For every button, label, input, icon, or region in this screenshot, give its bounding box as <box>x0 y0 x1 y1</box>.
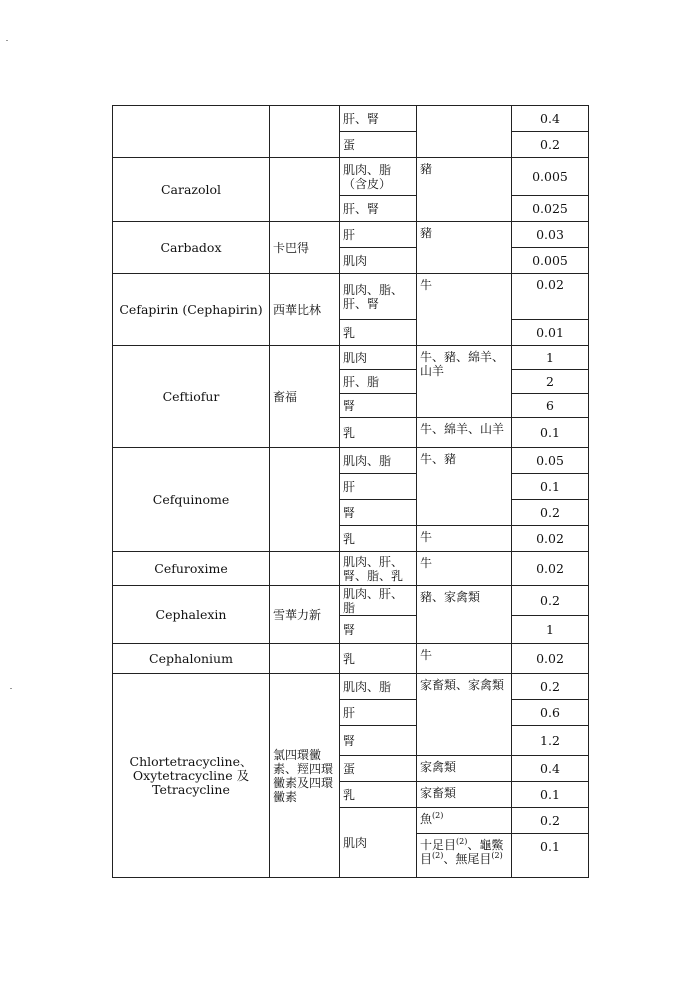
drug-name: Cefapirin (Cephapirin) <box>113 274 270 346</box>
mrl-cell: 1.2 <box>512 726 589 756</box>
mrl-cell: 1 <box>512 346 589 370</box>
tissue-cell: 肌肉、肝、腎、脂、乳 <box>340 552 417 586</box>
mrl-cell: 0.005 <box>512 158 589 196</box>
tissue-cell: 肌肉、脂（含皮） <box>340 158 417 196</box>
mrl-cell: 0.2 <box>512 674 589 700</box>
species-decapoda: 十足目 <box>420 838 457 852</box>
mrl-cell: 0.4 <box>512 756 589 782</box>
mrl-cell: 0.2 <box>512 132 589 158</box>
tissue-cell: 肝、腎 <box>340 106 417 132</box>
mrl-cell: 0.4 <box>512 106 589 132</box>
chinese-name: 西華比林 <box>270 274 340 346</box>
tissue-cell: 乳 <box>340 644 417 674</box>
tissue-cell: 蛋 <box>340 132 417 158</box>
chinese-name: 畜福 <box>270 346 340 448</box>
chinese-name: 卡巴得 <box>270 222 340 274</box>
scan-speck <box>10 688 12 689</box>
footnote-mark: (2) <box>432 851 444 860</box>
tissue-cell: 肝、腎 <box>340 196 417 222</box>
mrl-cell: 0.02 <box>512 526 589 552</box>
species-cell: 家禽類 <box>417 756 512 782</box>
species-cell: 豬 <box>417 222 512 274</box>
chinese-name-cell <box>270 106 340 158</box>
table-row <box>113 158 589 196</box>
tissue-cell: 肌肉 <box>340 346 417 370</box>
species-fish: 魚 <box>420 812 433 826</box>
drug-name: Ceftiofur <box>113 346 270 448</box>
species-cell: 豬 <box>417 158 512 222</box>
chinese-name-cell <box>270 552 340 586</box>
mrl-cell: 0.1 <box>512 474 589 500</box>
species-cell: 牛、豬 <box>417 448 512 526</box>
drug-name: Cefquinome <box>113 448 270 552</box>
mrl-cell: 0.02 <box>512 552 589 586</box>
drug-name-line: Chlortetracycline、 <box>129 753 253 769</box>
mrl-cell: 0.1 <box>512 418 589 448</box>
chinese-name: 氯四環黴素、羥四環黴素及四環黴素 <box>270 674 340 878</box>
table-row <box>113 274 589 320</box>
tissue-cell: 肌肉、脂 <box>340 448 417 474</box>
drug-name-line: Oxytetracycline 及 <box>132 767 250 783</box>
drug-name: Carazolol <box>113 158 270 222</box>
mrl-cell: 0.2 <box>512 586 589 616</box>
tissue-cell: 肌肉、脂、肝、腎 <box>340 274 417 320</box>
mrl-table <box>112 105 589 878</box>
mrl-cell: 0.01 <box>512 320 589 346</box>
mrl-cell: 6 <box>512 394 589 418</box>
mrl-cell: 0.05 <box>512 448 589 474</box>
drug-name: Cephalonium <box>113 644 270 674</box>
mrl-cell: 0.6 <box>512 700 589 726</box>
chinese-name-cell <box>270 644 340 674</box>
tissue-cell: 肝、脂 <box>340 370 417 394</box>
mrl-cell: 1 <box>512 616 589 644</box>
mrl-cell: 0.03 <box>512 222 589 248</box>
table-row <box>113 674 589 700</box>
chinese-name-cell <box>270 448 340 552</box>
species-testudines: 、龜鱉目 <box>420 838 504 866</box>
tissue-cell: 肌肉、脂 <box>340 674 417 700</box>
footnote-mark: (2) <box>432 811 444 820</box>
species-cell: 家畜類、家禽類 <box>417 674 512 756</box>
table-row <box>113 586 589 616</box>
tissue-cell: 腎 <box>340 394 417 418</box>
species-cell: 牛 <box>417 552 512 586</box>
tissue-cell: 乳 <box>340 782 417 808</box>
mrl-cell: 0.025 <box>512 196 589 222</box>
mrl-cell: 0.1 <box>512 782 589 808</box>
species-cell: 牛 <box>417 644 512 674</box>
tissue-cell: 肝 <box>340 700 417 726</box>
species-cell <box>417 834 512 878</box>
species-cell: 家畜類 <box>417 782 512 808</box>
table-row <box>113 644 589 674</box>
tissue-cell: 腎 <box>340 726 417 756</box>
table-row <box>113 448 589 474</box>
drug-name-line: Tetracycline <box>152 781 230 797</box>
tissue-cell: 乳 <box>340 526 417 552</box>
mrl-cell: 0.1 <box>512 834 589 878</box>
tissue-cell: 肌肉 <box>340 808 417 878</box>
tissue-cell: 肝 <box>340 474 417 500</box>
drug-name <box>113 674 270 878</box>
tissue-cell: 肌肉、肝、脂 <box>340 586 417 616</box>
table-row <box>113 552 589 586</box>
table-row <box>113 222 589 248</box>
mrl-cell: 2 <box>512 370 589 394</box>
chinese-name-cell <box>270 158 340 222</box>
footnote-mark: (2) <box>456 837 468 846</box>
footnote-mark: (2) <box>491 851 503 860</box>
tissue-cell: 肝 <box>340 222 417 248</box>
drug-name: Carbadox <box>113 222 270 274</box>
species-cell <box>417 106 512 158</box>
tissue-cell: 腎 <box>340 616 417 644</box>
chinese-name: 雪華力新 <box>270 586 340 644</box>
tissue-cell: 蛋 <box>340 756 417 782</box>
drug-cell <box>113 106 270 158</box>
mrl-cell: 0.02 <box>512 274 589 320</box>
species-cell: 牛 <box>417 526 512 552</box>
table-row <box>113 106 589 132</box>
species-cell: 牛、綿羊、山羊 <box>417 418 512 448</box>
tissue-cell: 腎 <box>340 500 417 526</box>
table-row <box>113 346 589 370</box>
scan-speck <box>6 40 8 41</box>
drug-name: Cefuroxime <box>113 552 270 586</box>
species-cell <box>417 808 512 834</box>
mrl-cell: 0.02 <box>512 644 589 674</box>
tissue-cell: 乳 <box>340 320 417 346</box>
species-cell: 牛 <box>417 274 512 346</box>
species-cell: 牛、豬、綿羊、山羊 <box>417 346 512 418</box>
species-anura: 、無尾目 <box>443 852 492 866</box>
mrl-cell: 0.2 <box>512 500 589 526</box>
mrl-cell: 0.2 <box>512 808 589 834</box>
tissue-cell: 乳 <box>340 418 417 448</box>
species-cell: 豬、家禽類 <box>417 586 512 644</box>
tissue-cell: 肌肉 <box>340 248 417 274</box>
mrl-cell: 0.005 <box>512 248 589 274</box>
drug-name: Cephalexin <box>113 586 270 644</box>
